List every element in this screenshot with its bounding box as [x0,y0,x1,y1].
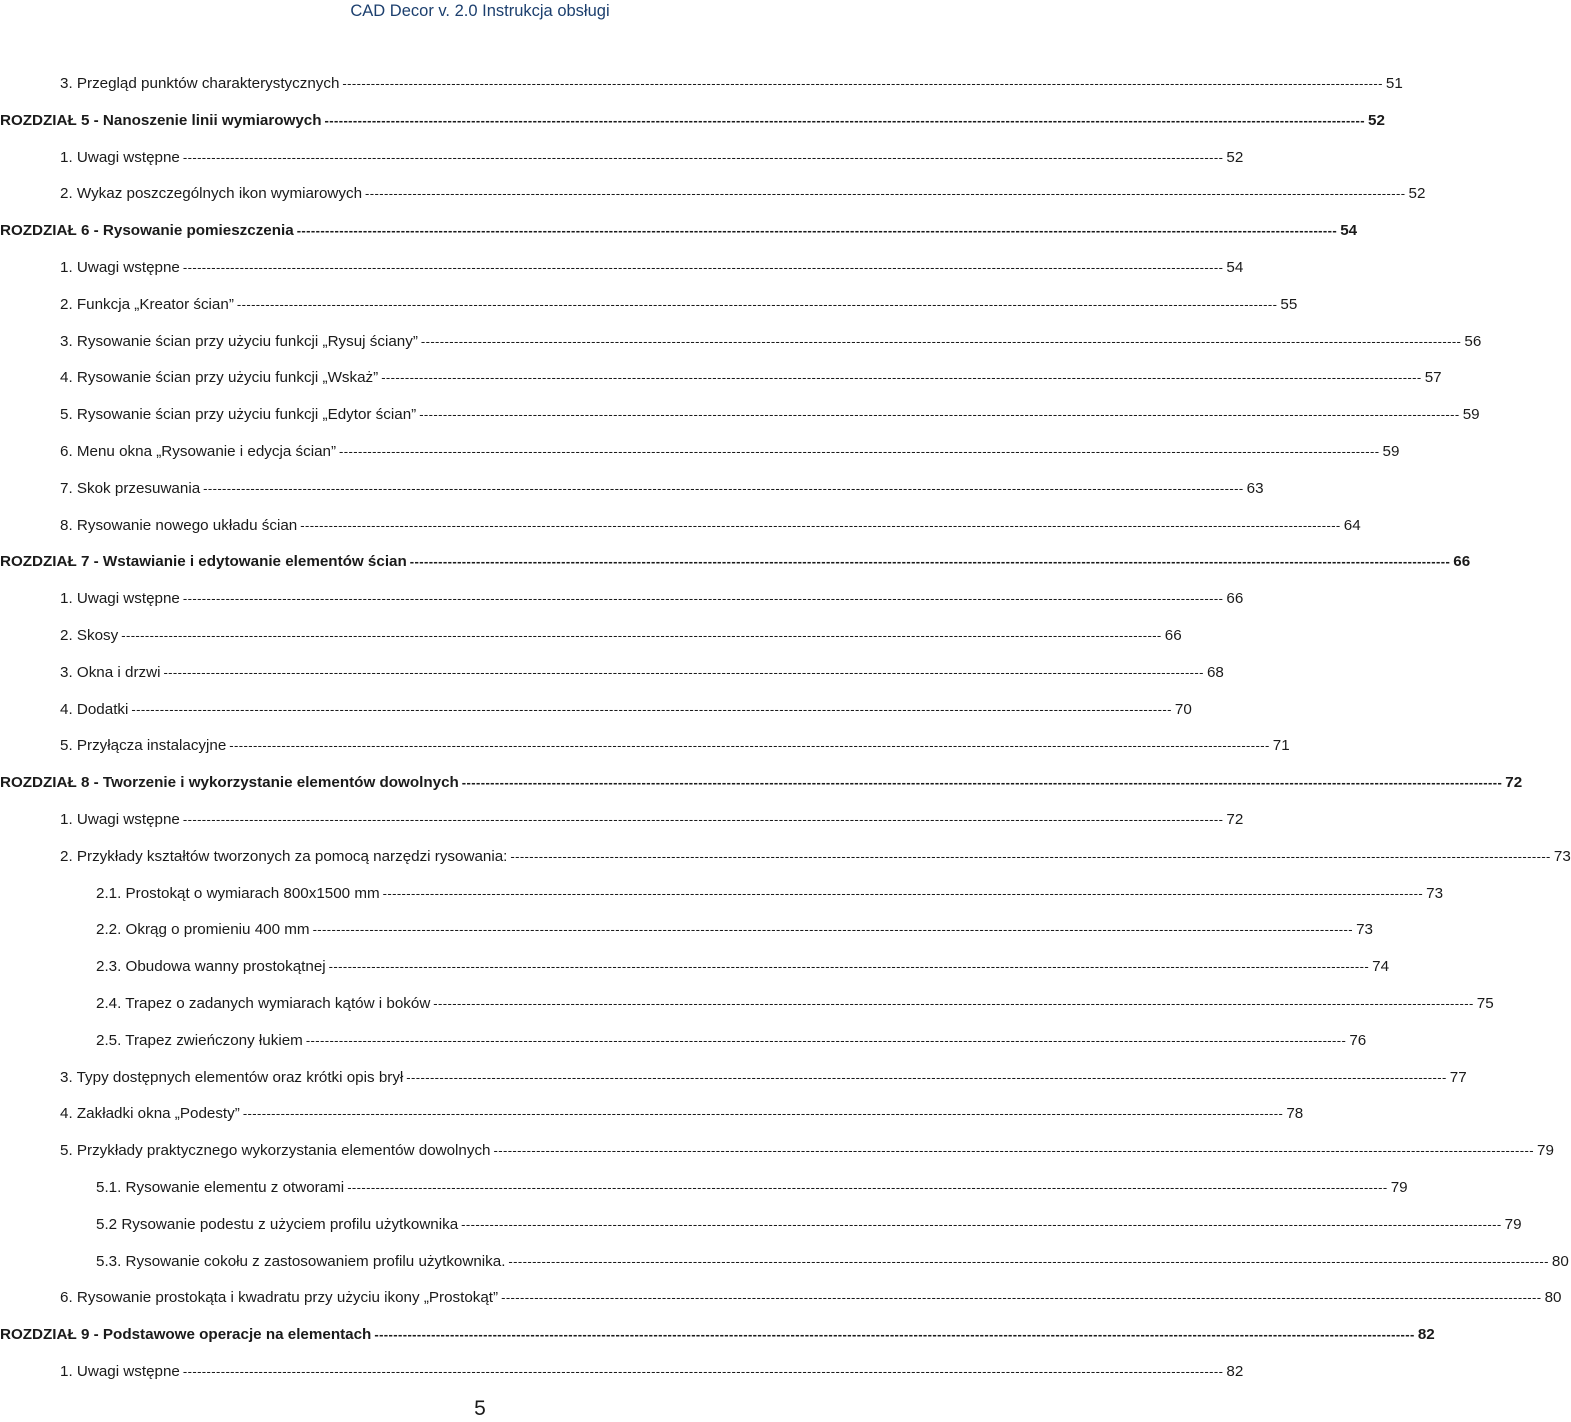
toc-entry-title: ROZDZIAŁ 8 - Tworzenie i wykorzystanie elementów dowolnych [0,773,462,793]
toc-chapter-entry[interactable] [0,1325,1435,1362]
toc-dot-leader: ---------------------------------------------------------------------------------------------------------------------------------------------------------------------------------------------------------------------------- [328,959,1370,975]
toc-entry-page: 55 [1280,295,1298,313]
toc-entry-title: 1. Uwagi wstępne [60,810,183,830]
toc-dot-leader: ---------------------------------------------------------------------------------------------------------------------------------------------------------------------------------------------------------------------------- [493,1143,1534,1159]
toc-entry[interactable] [0,479,1264,516]
toc-entry[interactable] [0,368,1442,405]
toc-entry[interactable] [0,663,1224,700]
toc-entry[interactable] [0,700,1192,737]
toc-dot-leader: ---------------------------------------------------------------------------------------------------------------------------------------------------------------------------------------------------------------------------- [374,1327,1415,1343]
table-of-contents [0,74,1571,1399]
toc-dot-leader: ---------------------------------------------------------------------------------------------------------------------------------------------------------------------------------------------------------------------------- [365,186,1406,202]
toc-entry-page: 52 [1408,185,1426,203]
toc-dot-leader: ---------------------------------------------------------------------------------------------------------------------------------------------------------------------------------------------------------------------------- [382,885,1424,901]
toc-dot-leader: ---------------------------------------------------------------------------------------------------------------------------------------------------------------------------------------------------------------------------- [182,259,1224,275]
toc-entry[interactable] [0,258,1244,295]
toc-entry[interactable] [0,332,1482,369]
toc-chapter-entry[interactable] [0,773,1523,810]
toc-entry-title: 5.1. Rysowanie elementu z otworami [96,1178,347,1198]
toc-entry-title: 3. Rysowanie ścian przy użyciu funkcji „Rysuj ściany” [60,332,421,352]
toc-entry-page: 80 [1544,1289,1562,1307]
toc-entry[interactable] [0,957,1390,994]
toc-chapter-entry[interactable] [0,552,1471,589]
toc-entry[interactable] [0,1215,1522,1252]
toc-dot-leader: ---------------------------------------------------------------------------------------------------------------------------------------------------------------------------------------------------------------------------- [236,296,1278,312]
toc-dot-leader: ---------------------------------------------------------------------------------------------------------------------------------------------------------------------------------------------------------------------------- [406,1069,1447,1085]
toc-chapter-entry[interactable] [0,111,1385,148]
toc-entry[interactable] [0,1068,1467,1105]
toc-dot-leader: ---------------------------------------------------------------------------------------------------------------------------------------------------------------------------------------------------------------------------- [182,591,1224,607]
toc-entry-title: 2. Wykaz poszczególnych ikon wymiarowych [60,184,365,204]
toc-entry-page: 70 [1174,700,1192,718]
toc-entry-page: 66 [1226,590,1244,608]
toc-dot-leader: ---------------------------------------------------------------------------------------------------------------------------------------------------------------------------------------------------------------------------- [312,922,1353,938]
toc-entry-page: 52 [1226,148,1244,166]
toc-entry[interactable] [0,442,1400,479]
toc-entry[interactable] [0,1252,1569,1289]
toc-entry-page: 78 [1286,1105,1304,1123]
toc-entry-title: 1. Uwagi wstępne [60,1362,183,1382]
toc-entry-page: 77 [1449,1068,1467,1086]
toc-entry-title: 5. Przykłady praktycznego wykorzystania elementów dowolnych [60,1141,494,1161]
toc-entry-title: 6. Rysowanie prostokąta i kwadratu przy użyciu ikony „Prostokąt” [60,1288,501,1308]
toc-dot-leader: ---------------------------------------------------------------------------------------------------------------------------------------------------------------------------------------------------------------------------- [420,333,1462,349]
toc-dot-leader: ---------------------------------------------------------------------------------------------------------------------------------------------------------------------------------------------------------------------------- [508,1253,1549,1269]
toc-dot-leader: ---------------------------------------------------------------------------------------------------------------------------------------------------------------------------------------------------------------------------- [510,848,1551,864]
toc-dot-leader: ---------------------------------------------------------------------------------------------------------------------------------------------------------------------------------------------------------------------------- [305,1032,1347,1048]
toc-entry[interactable] [0,148,1244,185]
toc-entry[interactable] [0,1031,1367,1068]
toc-entry-title: 2. Przykłady kształtów tworzonych za pomocą narzędzi rysowania: [60,847,510,867]
toc-entry[interactable] [0,1141,1554,1178]
toc-entry-page: 54 [1340,222,1358,240]
toc-entry-page: 79 [1537,1142,1554,1160]
toc-entry-page: 75 [1476,994,1494,1012]
toc-entry-title: 3. Typy dostępnych elementów oraz krótki opis brył [60,1068,406,1088]
toc-entry[interactable] [0,736,1290,773]
toc-entry[interactable] [0,920,1373,957]
toc-entry-page: 51 [1385,75,1403,92]
toc-entry-title: 2.2. Okrąg o promieniu 400 mm [96,920,313,940]
toc-entry[interactable] [0,994,1494,1031]
toc-dot-leader: ---------------------------------------------------------------------------------------------------------------------------------------------------------------------------------------------------------------------------- [501,1290,1542,1306]
toc-dot-leader: ---------------------------------------------------------------------------------------------------------------------------------------------------------------------------------------------------------------------------- [347,1179,1388,1195]
toc-entry-title: 2.3. Obudowa wanny prostokątnej [96,957,329,977]
toc-dot-leader: ---------------------------------------------------------------------------------------------------------------------------------------------------------------------------------------------------------------------------- [300,517,1341,533]
toc-entry[interactable] [0,74,1403,111]
toc-entry-title: 8. Rysowanie nowego układu ścian [60,516,300,536]
toc-entry-page: 72 [1505,774,1523,792]
toc-entry-title: 6. Menu okna „Rysowanie i edycja ścian” [60,442,339,462]
toc-entry-title: 5.3. Rysowanie cokołu z zastosowaniem profilu użytkownika. [96,1252,508,1272]
toc-dot-leader: ---------------------------------------------------------------------------------------------------------------------------------------------------------------------------------------------------------------------------- [342,76,1383,91]
toc-entry-title: 5. Przyłącza instalacyjne [60,736,229,756]
toc-entry-page: 64 [1343,516,1361,534]
toc-entry-page: 68 [1206,663,1224,681]
toc-entry-page: 52 [1368,111,1385,129]
toc-entry[interactable] [0,184,1426,221]
toc-entry-title: 1. Uwagi wstępne [60,589,183,609]
toc-entry-page: 57 [1424,369,1442,387]
toc-dot-leader: ---------------------------------------------------------------------------------------------------------------------------------------------------------------------------------------------------------------------------- [203,480,1244,496]
toc-entry-title: 5. Rysowanie ścian przy użyciu funkcji „Edytor ścian” [60,405,419,425]
toc-dot-leader: ---------------------------------------------------------------------------------------------------------------------------------------------------------------------------------------------------------------------------- [324,112,1365,128]
toc-entry-title: 5.2 Rysowanie podestu z użyciem profilu użytkownika [96,1215,461,1235]
toc-entry[interactable] [0,405,1480,442]
toc-dot-leader: ---------------------------------------------------------------------------------------------------------------------------------------------------------------------------------------------------------------------------- [339,443,1380,459]
toc-entry[interactable] [0,1104,1304,1141]
toc-entry-title: 1. Uwagi wstępne [60,258,183,278]
toc-entry[interactable] [0,1288,1562,1325]
toc-entry-title: 7. Skok przesuwania [60,479,203,499]
toc-entry-title: 2.4. Trapez o zadanych wymiarach kątów i boków [96,994,433,1014]
toc-entry-page: 59 [1462,406,1480,424]
toc-entry-page: 66 [1453,553,1471,571]
toc-dot-leader: ---------------------------------------------------------------------------------------------------------------------------------------------------------------------------------------------------------------------------- [242,1106,1284,1122]
toc-entry[interactable] [0,810,1244,847]
toc-entry-page: 63 [1246,479,1264,497]
page-header: CAD Decor v. 2.0 Instrukcja obsługi [350,2,610,20]
toc-dot-leader: ---------------------------------------------------------------------------------------------------------------------------------------------------------------------------------------------------------------------------- [461,1216,1502,1232]
toc-entry[interactable] [0,589,1244,626]
toc-entry[interactable] [0,295,1298,332]
toc-entry-title: 2. Funkcja „Kreator ścian” [60,295,237,315]
toc-entry[interactable] [0,1178,1408,1215]
toc-dot-leader: ---------------------------------------------------------------------------------------------------------------------------------------------------------------------------------------------------------------------------- [182,811,1224,827]
toc-entry-page: 72 [1226,810,1244,828]
toc-entry-title: ROZDZIAŁ 5 - Nanoszenie linii wymiarowych [0,111,325,131]
toc-dot-leader: ---------------------------------------------------------------------------------------------------------------------------------------------------------------------------------------------------------------------------- [163,664,1204,680]
toc-dot-leader: ---------------------------------------------------------------------------------------------------------------------------------------------------------------------------------------------------------------------------- [461,775,1503,791]
toc-entry-title: 1. Uwagi wstępne [60,148,183,168]
toc-entry-page: 79 [1504,1215,1522,1233]
toc-entry-page: 73 [1356,921,1373,939]
toc-entry-title: 2.5. Trapez zwieńczony łukiem [96,1031,306,1051]
toc-dot-leader: ---------------------------------------------------------------------------------------------------------------------------------------------------------------------------------------------------------------------------- [121,627,1162,643]
toc-dot-leader: ---------------------------------------------------------------------------------------------------------------------------------------------------------------------------------------------------------------------------- [131,701,1172,717]
toc-dot-leader: ---------------------------------------------------------------------------------------------------------------------------------------------------------------------------------------------------------------------------- [296,223,1338,239]
toc-entry-title: 2.1. Prostokąt o wymiarach 800x1500 mm [96,884,383,904]
toc-entry-page: 73 [1426,884,1444,902]
toc-entry[interactable] [0,884,1444,921]
toc-entry-page: 71 [1272,737,1290,755]
toc-entry-page: 79 [1390,1178,1408,1196]
toc-entry-page: 80 [1551,1252,1569,1270]
toc-dot-leader: ---------------------------------------------------------------------------------------------------------------------------------------------------------------------------------------------------------------------------- [433,995,1474,1011]
toc-entry[interactable] [0,516,1361,553]
toc-entry[interactable] [0,847,1571,884]
toc-entry[interactable] [0,626,1182,663]
toc-entry-title: ROZDZIAŁ 7 - Wstawianie i edytowanie elementów ścian [0,552,410,572]
toc-chapter-entry[interactable] [0,221,1358,258]
toc-entry-title: 4. Rysowanie ścian przy użyciu funkcji „Wskaż” [60,368,381,388]
toc-dot-leader: ---------------------------------------------------------------------------------------------------------------------------------------------------------------------------------------------------------------------------- [182,1363,1224,1379]
toc-entry-title: ROZDZIAŁ 9 - Podstawowe operacje na elementach [0,1325,374,1345]
toc-entry-title: ROZDZIAŁ 6 - Rysowanie pomieszczenia [0,221,297,241]
toc-entry-title: 4. Dodatki [60,700,131,720]
toc-entry[interactable] [0,1362,1244,1399]
toc-dot-leader: ---------------------------------------------------------------------------------------------------------------------------------------------------------------------------------------------------------------------------- [381,370,1422,386]
toc-entry-page: 59 [1382,442,1400,460]
toc-entry-page: 54 [1226,258,1244,276]
toc-entry-title: 3. Okna i drzwi [60,663,163,683]
toc-entry-page: 66 [1164,626,1182,644]
toc-entry-page: 74 [1372,958,1390,976]
toc-entry-title: 4. Zakładki okna „Podesty” [60,1104,243,1124]
toc-entry-page: 82 [1226,1362,1244,1380]
toc-entry-title: 2. Skosy [60,626,121,646]
toc-dot-leader: ---------------------------------------------------------------------------------------------------------------------------------------------------------------------------------------------------------------------------- [182,149,1224,165]
toc-entry-page: 82 [1417,1326,1435,1344]
toc-entry-page: 73 [1553,847,1571,865]
toc-entry-page: 76 [1349,1031,1367,1049]
toc-dot-leader: ---------------------------------------------------------------------------------------------------------------------------------------------------------------------------------------------------------------------------- [419,407,1460,423]
toc-entry-page: 56 [1464,332,1482,350]
page-number: 5 [474,1397,486,1420]
toc-entry-title: 3. Przegląd punktów charakterystycznych [60,74,342,94]
toc-dot-leader: ---------------------------------------------------------------------------------------------------------------------------------------------------------------------------------------------------------------------------- [229,738,1270,754]
toc-dot-leader: ---------------------------------------------------------------------------------------------------------------------------------------------------------------------------------------------------------------------------- [409,554,1451,570]
